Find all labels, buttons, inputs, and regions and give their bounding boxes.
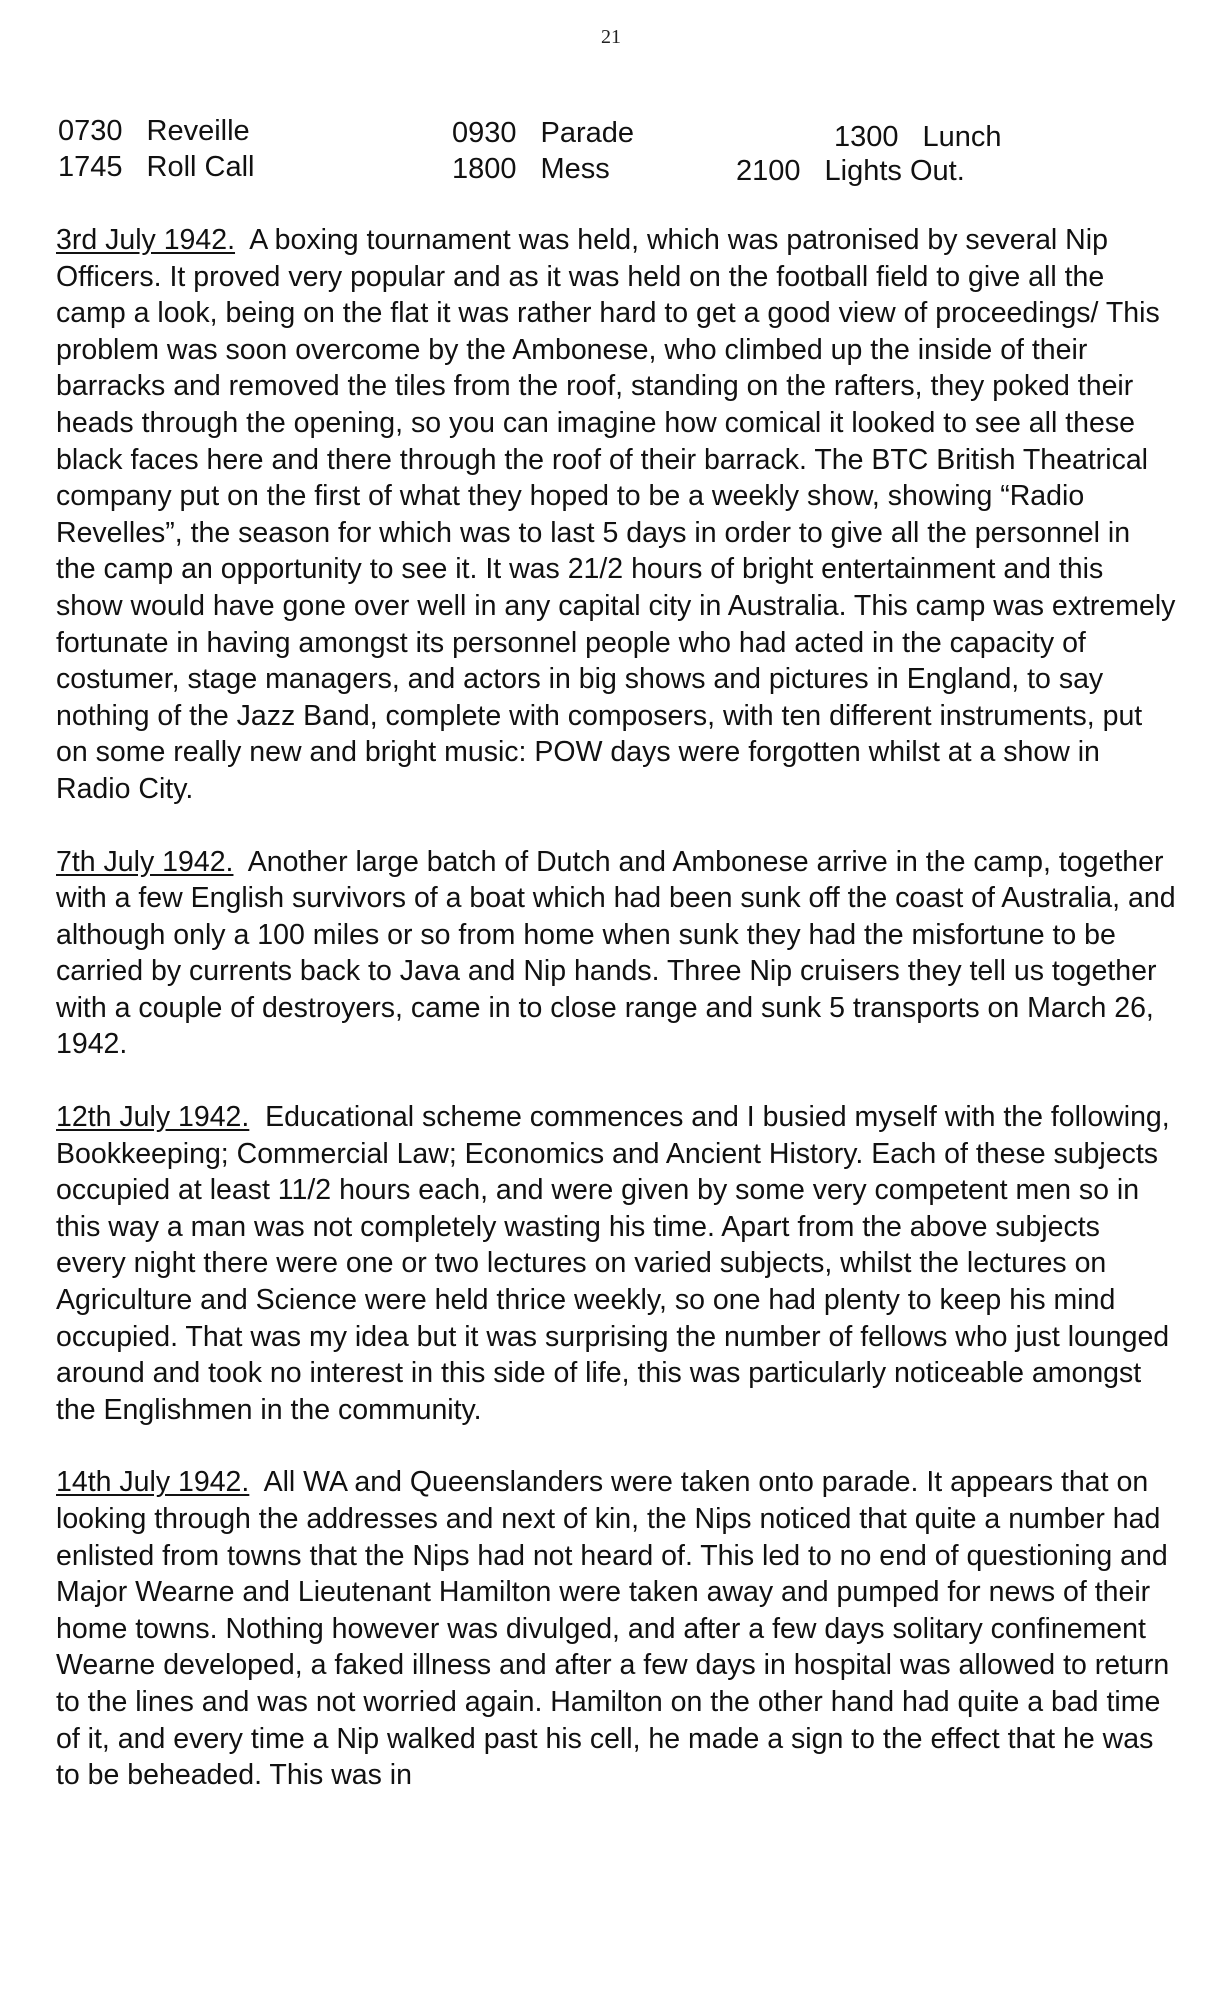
entry-paragraph [56, 844, 1176, 1064]
schedule-event: Parade [540, 117, 635, 149]
entry-paragraph [56, 1464, 1176, 1793]
entry-text: A boxing tournament was held, which was patronised by several Nip Officers. It proved very popular and as it was held on the football field to give all the camp a look, being on the flat it was rather hard to get a good view of proceedings/ This problem was soon overcome by the Ambonese, who climbed up the inside of their barracks and removed the tiles from the roof, standing on the rafters, they poked their heads through the opening, so you can imagine how comical it looked to see all these black faces here and there through the roof of their barrack. The BTC British Theatrical company put on the first of what they hoped to be a weekly show, showing “Radio Revelles”, the season for which was to last 5 days in order to give all the personnel in the camp an opportunity to see it. It was 21/2 hours of bright entertainment and this show would have gone over well in any capital city in Australia. This camp was extremely fortunate in having amongst its personnel people who had acted in the capacity of costumer, stage managers, and actors in big shows and pictures in England, to say nothing of the Jazz Band, complete with composers, with ten different instruments, put on some really new and bright music: POW days were forgotten whilst at a show in Radio City. [56, 224, 1176, 805]
schedule-time: 1300 [834, 121, 899, 153]
schedule-item-parade [452, 114, 634, 152]
entry-text: All WA and Queenslanders were taken onto parade. It appears that on looking through the addresses and next of kin, the Nips noticed that quite a number had enlisted from towns that the Nips had not heard of. This led to no end of questioning and Major Wearne and Lieutenant Hamilton were taken away and pumped for news of their home towns. Nothing however was divulged, and after a few days solitary confinement Wearne developed, a faked illness and after a few days in hospital was allowed to return to the lines and was not worried again. Hamilton on the other hand had quite a bad time of it, and every time a Nip walked past his cell, he made a sign to the effect that he was to be beheaded. This was in [56, 1466, 1170, 1792]
entry-date: 3rd July 1942. [56, 224, 236, 256]
page-number: 21 [601, 26, 621, 48]
schedule-time: 1800 [452, 153, 517, 185]
diary-entry-3-july-1942 [56, 222, 1176, 808]
schedule-event: Lights Out. [824, 155, 965, 187]
schedule-item-reveille [58, 112, 250, 150]
schedule-event: Roll Call [146, 151, 255, 183]
schedule-event: Mess [540, 153, 610, 185]
diary-entry-14-july-1942 [56, 1464, 1176, 1793]
schedule-time: 1745 [58, 151, 123, 183]
schedule-item-lights-out [736, 152, 965, 190]
schedule-item-lunch [834, 118, 1002, 156]
schedule-event: Lunch [922, 121, 1002, 153]
schedule-time: 0730 [58, 115, 123, 147]
diary-entry-7-july-1942 [56, 844, 1176, 1064]
entry-date: 12th July 1942. [56, 1101, 250, 1134]
diary-entry-12-july-1942 [56, 1099, 1176, 1428]
diary-entries [56, 222, 1176, 1830]
schedule-item-roll-call [58, 148, 255, 186]
entry-paragraph [56, 222, 1176, 808]
daily-schedule [58, 112, 1058, 192]
schedule-time: 0930 [452, 117, 517, 149]
entry-text: Another large batch of Dutch and Ambonese arrive in the camp, together with a few English survivors of a boat which had been sunk off the coast of Australia, and although only a 100 miles or so from home when sunk they had the misfortune to be carried by currents back to Java and Nip hands. Three Nip cruisers they tell us together with a couple of destroyers, came in to close range and sunk 5 transports on March 26, 1942. [56, 845, 1176, 1061]
schedule-time: 2100 [736, 155, 801, 187]
entry-date: 7th July 1942. [56, 845, 234, 878]
schedule-item-mess [452, 150, 610, 188]
schedule-event: Reveille [146, 115, 250, 147]
entry-date: 14th July 1942. [56, 1466, 250, 1499]
entry-text: Educational scheme commences and I busied myself with the following, Bookkeeping; Commercial Law; Economics and Ancient History. Each of these subjects occupied at least 11/2 hours each, and were given by some very competent men so in this way a man was not completely wasting his time. Apart from the above subjects every night there were one or two lectures on varied subjects, whilst the lectures on Agriculture and Science were held thrice weekly, so one had plenty to keep his mind occupied. That was my idea but it was surprising the number of fellows who just lounged around and took no interest in this side of life, this was particularly noticeable amongst the Englishmen in the community. [56, 1101, 1170, 1426]
entry-paragraph [56, 1099, 1176, 1428]
